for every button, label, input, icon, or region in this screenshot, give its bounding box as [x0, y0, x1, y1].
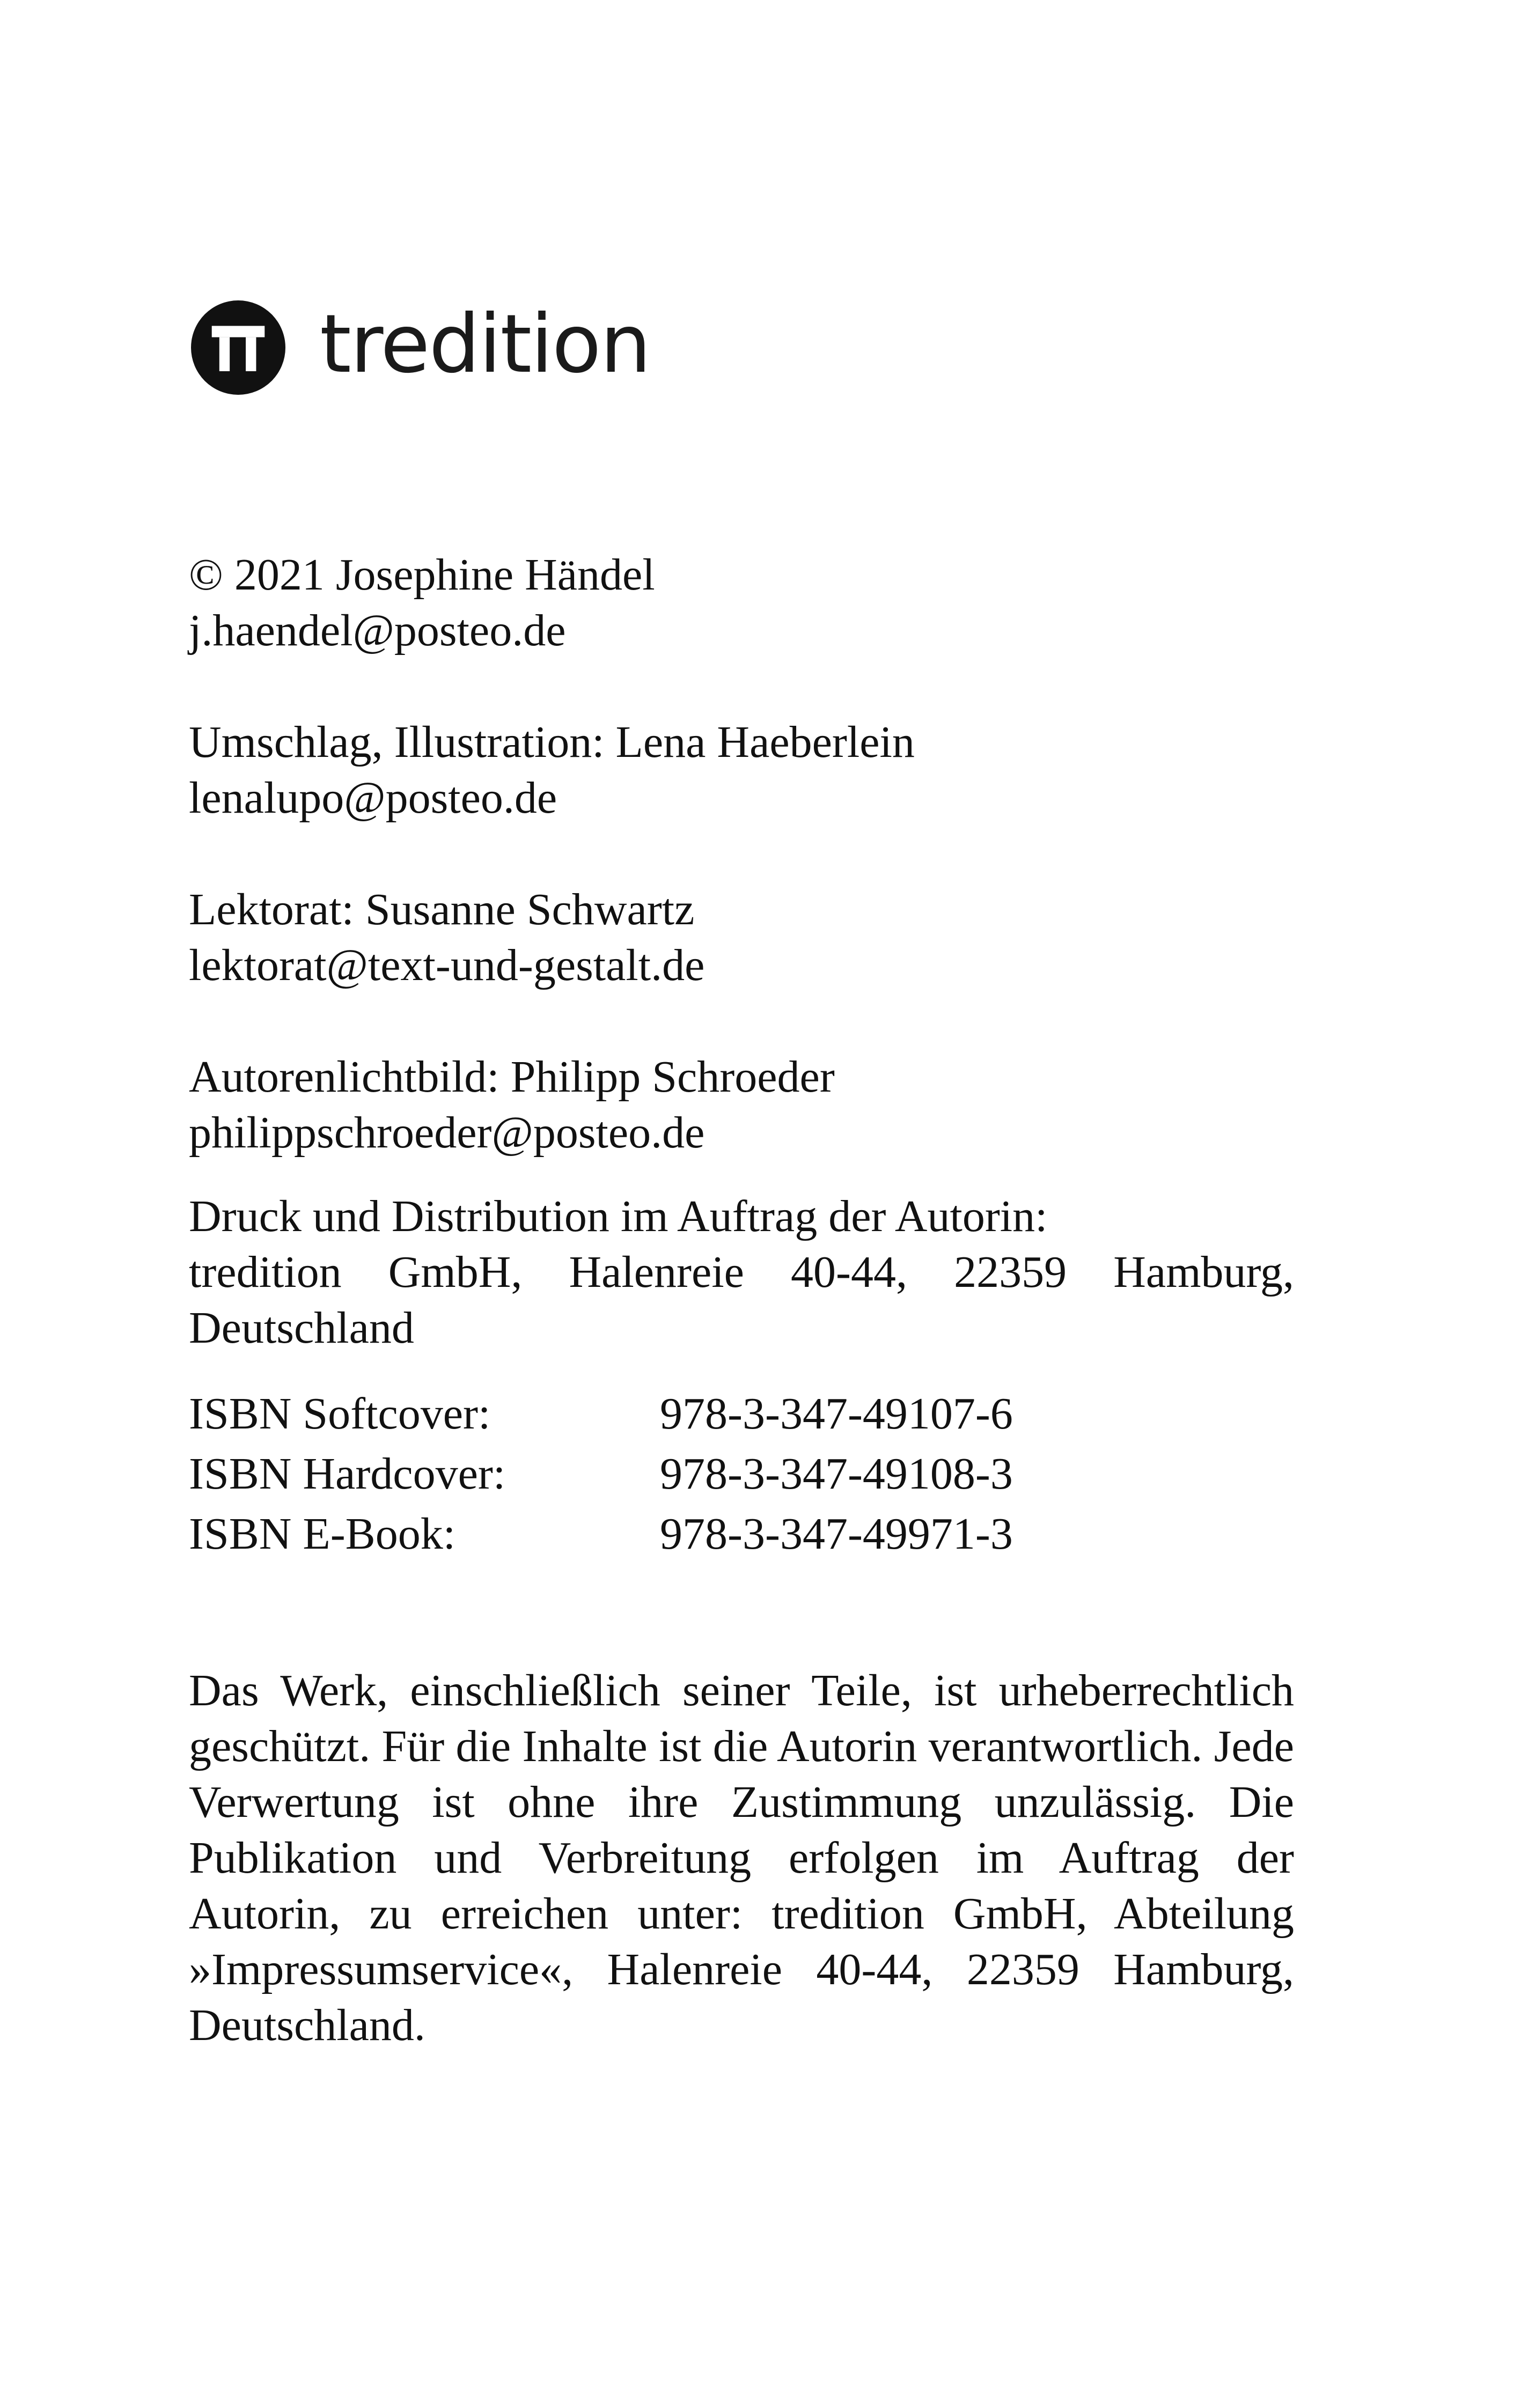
editing-credit-line: Lektorat: Susanne Schwartz [189, 885, 695, 934]
isbn-label: ISBN E-Book: [189, 1509, 456, 1559]
isbn-label: ISBN Hardcover: [189, 1449, 506, 1499]
cover-credit-block [189, 715, 1294, 826]
publisher-name: tredition [320, 298, 650, 391]
printing-text [189, 1189, 1294, 1356]
printing-block [189, 1189, 1294, 1356]
copyright-block [189, 547, 1294, 659]
isbn-value: 978-3-347-49107-6 [660, 1389, 1013, 1439]
editing-credit-block [189, 882, 1294, 993]
author-email: j.haendel@posteo.de [189, 606, 566, 656]
photo-credit-block [189, 1049, 1294, 1161]
isbn-value: 978-3-347-49108-3 [660, 1449, 1013, 1499]
photo-credit-line: Autorenlichtbild: Philipp Schroeder [189, 1052, 835, 1102]
copyright-line: © 2021 Josephine Händel [189, 550, 655, 600]
publisher-logo [191, 299, 650, 396]
cover-credit-email: lenalupo@posteo.de [189, 773, 557, 823]
imprint-content [189, 547, 1294, 2098]
printing-address: tredition GmbH, Halenreie 40-44, 22359 Hamburg, Deutschland [189, 1247, 1294, 1353]
photo-credit-email: philippschroeder@posteo.de [189, 1108, 705, 1158]
isbn-table [189, 1386, 1294, 1562]
legal-notice: Das Werk, einschließlich seiner Teile, ist urheberrechtlich geschützt. Für die Inhalte ist die Autorin verantwortlich. Jede Verwertung ist ohne ihre Zustimmung unzulässig. Die Publikation und Verbreitung erfolgen im Auftrag der Autorin, zu erreichen unter: tredition GmbH, Abteilung »Impressumservice«, Halenreie 40-44, 22359 Hamburg, Deutschland. [189, 1666, 1294, 2050]
editing-credit-email: lektorat@text-und-gestalt.de [189, 940, 705, 990]
isbn-value: 978-3-347-49971-3 [660, 1509, 1013, 1559]
cover-credit-line: Umschlag, Illustration: Lena Haeberlein [189, 717, 915, 767]
tredition-logo-icon [191, 300, 285, 395]
isbn-label: ISBN Softcover: [189, 1389, 491, 1439]
printing-heading: Druck und Distribution im Auftrag der Autorin: [189, 1191, 1048, 1241]
